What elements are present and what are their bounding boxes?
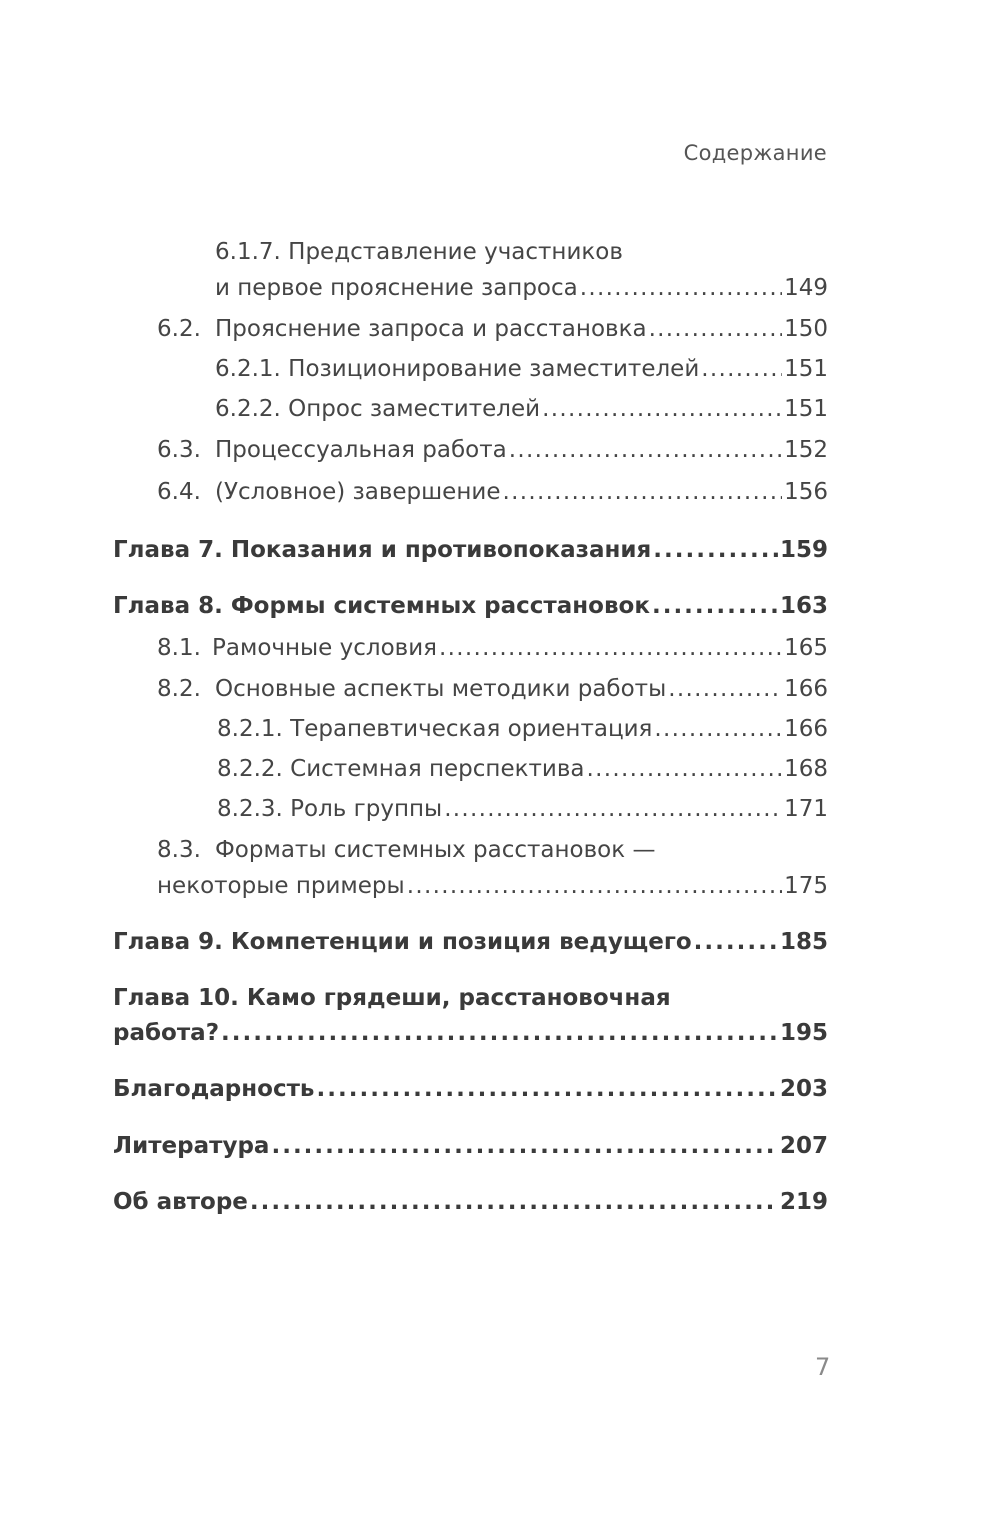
toc-about-author [0, 1186, 1000, 1226]
toc-leader [215, 393, 828, 425]
toc-leader [217, 793, 828, 825]
toc-leader [113, 926, 828, 958]
toc-entry-number: 6.2. [157, 316, 201, 342]
toc-chapter-title: Глава 8. Формы системных расстановок [113, 593, 650, 619]
toc-leader [113, 1017, 828, 1049]
toc-entry-number: 6.4. [157, 479, 201, 505]
toc-page-number: 219 [779, 1189, 828, 1215]
toc-entry-6-2-2 [0, 393, 1000, 433]
running-head: Содержание [683, 141, 827, 165]
toc-leader [212, 632, 828, 664]
toc-entry-6-2-1 [0, 353, 1000, 393]
toc-leader [113, 1186, 828, 1218]
dot-leader [444, 793, 782, 825]
toc-leader [215, 353, 828, 385]
toc-entry-title: 6.2.2. Опрос заместителей [215, 396, 541, 422]
toc-entry-number: 8.3. [157, 837, 201, 863]
toc-leader [215, 476, 828, 508]
toc-entry-number: 8.2. [157, 676, 201, 702]
toc-entry-number: 6.3. [157, 437, 201, 463]
toc-chapter-title: Глава 7. Показания и противопоказания [113, 537, 652, 563]
toc-chapter-title-line2: работа? [113, 1020, 220, 1046]
toc-entry-title: Основные аспекты методики работы [215, 676, 667, 702]
toc-entry-8-2-1 [0, 713, 1000, 753]
toc-entry-title-line1: Форматы системных расстановок — [215, 837, 656, 863]
toc-page-number: 151 [784, 396, 828, 422]
toc-page-number: 165 [784, 635, 828, 661]
dot-leader [439, 632, 782, 664]
toc-entry-6-4 [0, 476, 1000, 516]
toc-page-number: 152 [784, 437, 828, 463]
dot-leader [509, 434, 782, 466]
toc-page-number: 195 [779, 1020, 828, 1046]
dot-leader [701, 353, 782, 385]
dot-leader [694, 926, 778, 958]
toc-page-number: 151 [784, 356, 828, 382]
toc-page-number: 166 [784, 716, 828, 742]
toc-acknowledgements [0, 1073, 1000, 1113]
toc-page-number: 156 [784, 479, 828, 505]
toc-page-number: 171 [784, 796, 828, 822]
toc-entry-8-1 [0, 632, 1000, 672]
toc-chapter-title: Глава 9. Компетенции и позиция ведущего [113, 929, 692, 955]
toc-page-number: 203 [779, 1076, 828, 1102]
toc-entry-6-1-7-cont [0, 272, 1000, 312]
toc-entry-8-2-3 [0, 793, 1000, 833]
toc-entry-6-3 [0, 434, 1000, 474]
toc-entry-number: 8.1. [157, 635, 201, 661]
toc-leader [113, 534, 828, 566]
toc-bibliography [0, 1130, 1000, 1170]
toc-entry-title: Прояснение запроса и расстановка [215, 316, 647, 342]
toc-entry-8-3 [0, 834, 1000, 874]
toc-chapter-title-line1: Глава 10. Камо грядеши, расстановочная [113, 985, 671, 1011]
toc-leader [157, 870, 828, 902]
dot-leader [250, 1186, 778, 1218]
dot-leader [649, 313, 783, 345]
toc-entry-6-2 [0, 313, 1000, 353]
toc-page-number: 207 [779, 1133, 828, 1159]
toc-entry-title: 8.2.1. Терапевтическая ориентация [217, 716, 653, 742]
toc-entry-title: 6.2.1. Позиционирование заместителей [215, 356, 700, 382]
toc-chapter-9 [0, 926, 1000, 966]
toc-entry-8-2-2 [0, 753, 1000, 793]
toc-entry-8-3-cont [0, 870, 1000, 910]
dot-leader [586, 753, 782, 785]
toc-chapter-title: Литература [113, 1133, 270, 1159]
toc-page-number: 168 [784, 756, 828, 782]
dot-leader [668, 673, 782, 705]
dot-leader [316, 1073, 778, 1105]
toc-entry-title: Процессуальная работа [215, 437, 507, 463]
page-number: 7 [815, 1353, 831, 1381]
toc-entry-8-2 [0, 673, 1000, 713]
toc-leader [113, 1130, 828, 1162]
toc-leader [215, 272, 828, 304]
toc-entry-title: 8.2.2. Системная перспектива [217, 756, 585, 782]
toc-page-number: 166 [784, 676, 828, 702]
toc-chapter-10 [0, 982, 1000, 1022]
dot-leader [221, 1017, 778, 1049]
toc-chapter-8 [0, 590, 1000, 630]
dot-leader [580, 272, 782, 304]
toc-entry-title: Рамочные условия [212, 635, 438, 661]
toc-entry-title-line2: некоторые примеры [157, 873, 405, 899]
toc-page-number: 159 [779, 537, 828, 563]
toc-chapter-title: Об авторе [113, 1189, 248, 1215]
toc-leader [215, 313, 828, 345]
toc-leader [113, 590, 828, 622]
toc-page-number: 149 [784, 275, 828, 301]
toc-entry-title-line2: и первое прояснение запроса [215, 275, 578, 301]
dot-leader [542, 393, 782, 425]
dot-leader [502, 476, 782, 508]
toc-page-number: 185 [779, 929, 828, 955]
toc-leader [215, 673, 828, 705]
toc-leader [113, 1073, 828, 1105]
toc-page-number: 150 [784, 316, 828, 342]
toc-page-number: 163 [779, 593, 828, 619]
toc-entry-6-1-7 [0, 236, 1000, 276]
toc-entry-title-line1: 6.1.7. Представление участников [215, 239, 623, 265]
dot-leader [271, 1130, 778, 1162]
dot-leader [652, 590, 778, 622]
dot-leader [654, 713, 782, 745]
toc-leader [217, 713, 828, 745]
toc-entry-title: (Условное) завершение [215, 479, 501, 505]
toc-entry-title: 8.2.3. Роль группы [217, 796, 443, 822]
toc-chapter-10-cont [0, 1017, 1000, 1057]
dot-leader [653, 534, 778, 566]
toc-chapter-7 [0, 534, 1000, 574]
toc-page-number: 175 [784, 873, 828, 899]
dot-leader [407, 870, 782, 902]
toc-chapter-title: Благодарность [113, 1076, 315, 1102]
toc-leader [215, 434, 828, 466]
toc-leader [217, 753, 828, 785]
